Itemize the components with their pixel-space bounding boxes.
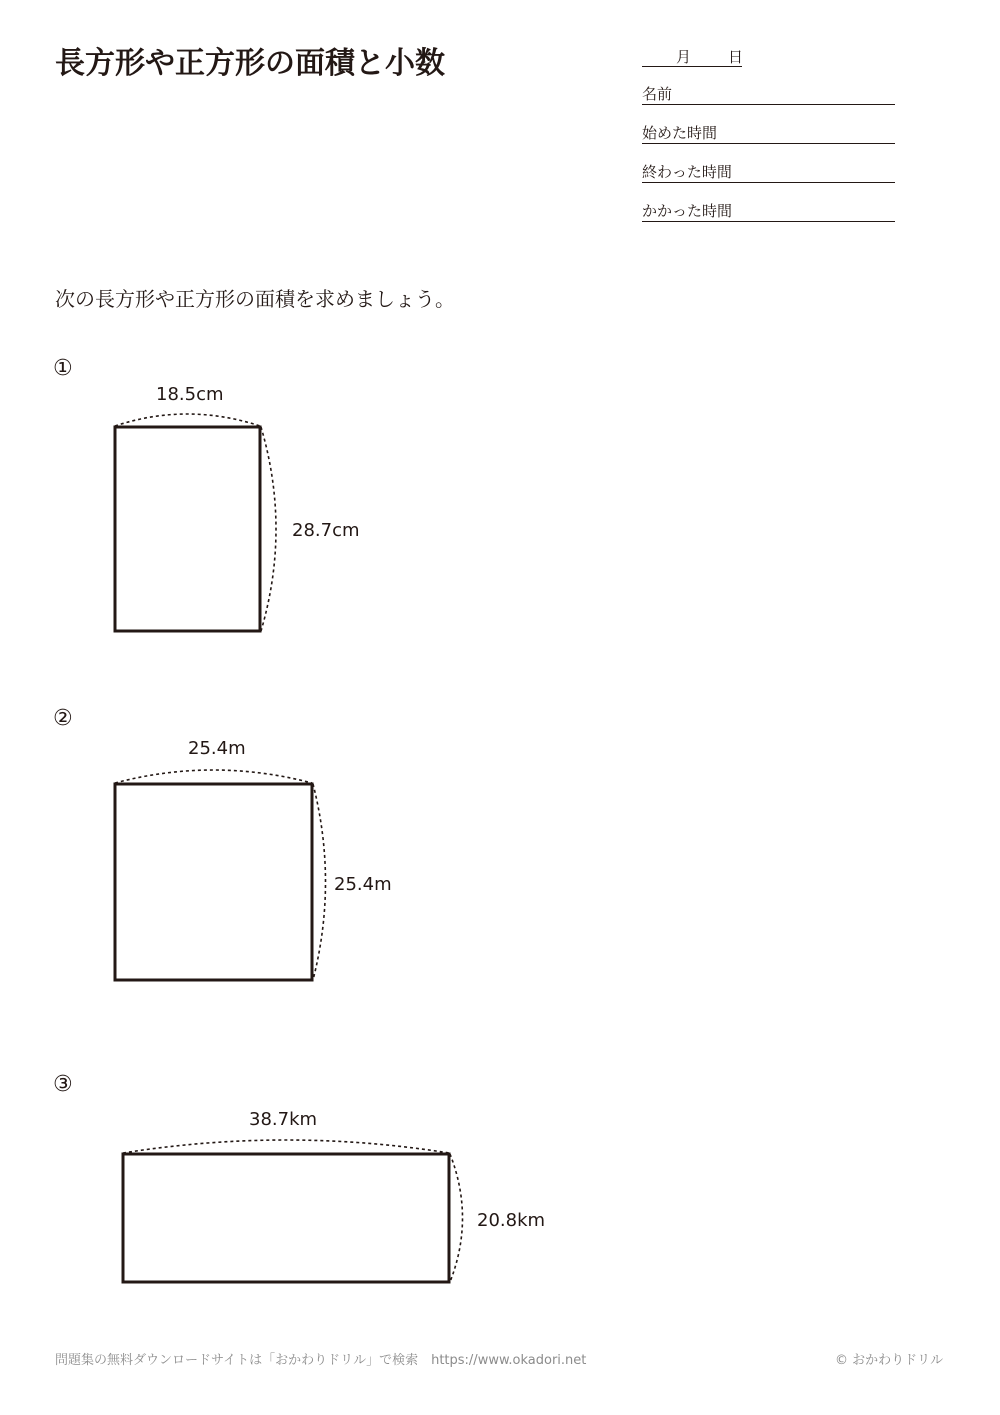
start-time-label: 始めた時間	[642, 124, 718, 142]
problem-2-height-label: 25.4m	[334, 874, 392, 895]
elapsed-time-label: かかった時間	[642, 202, 733, 220]
problem-3-width-label: 38.7km	[249, 1109, 318, 1130]
problem-1-width-brace	[115, 414, 260, 426]
problem-3-height-brace	[450, 1154, 463, 1282]
problem-1-height-brace	[261, 427, 276, 631]
problem-2-number: ②	[53, 706, 73, 731]
page-title: 長方形や正方形の面積と小数	[55, 46, 445, 81]
problem-2-width-label: 25.4m	[188, 738, 246, 759]
problem-3-height-label: 20.8km	[477, 1210, 546, 1231]
problem-1-number: ①	[53, 356, 73, 381]
problem-1-width-label: 18.5cm	[156, 384, 224, 405]
day-label: 日	[728, 48, 744, 66]
problem-3-number: ③	[53, 1072, 73, 1097]
month-label: 月	[676, 48, 692, 66]
name-label: 名前	[642, 85, 673, 103]
problem-3-rectangle	[123, 1154, 449, 1282]
footer-copyright: © おかわりドリル	[835, 1353, 944, 1368]
problem-1-rectangle	[115, 427, 260, 631]
problem-2-width-brace	[115, 770, 312, 783]
instruction-text: 次の長方形や正方形の面積を求めましょう。	[55, 287, 455, 311]
problem-1-height-label: 28.7cm	[292, 520, 360, 541]
footer-site-info: 問題集の無料ダウンロードサイトは「おかわりドリル」で検索 https://www.okadori.net	[55, 1353, 587, 1368]
problem-3-width-brace	[123, 1140, 449, 1153]
problem-2-square	[115, 784, 312, 980]
end-time-label: 終わった時間	[642, 163, 732, 181]
problem-2-height-brace	[313, 784, 326, 980]
